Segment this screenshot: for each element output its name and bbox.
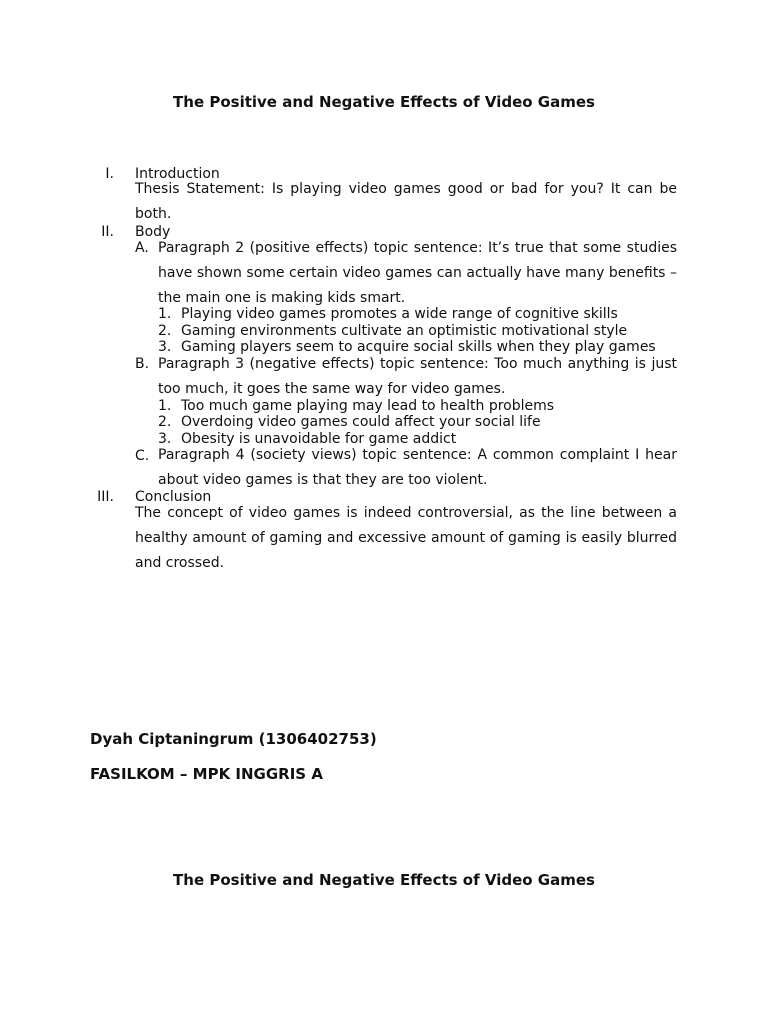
paragraph-c-topic-sentence: Paragraph 4 (society views) topic sentence: A common complaint I hear about video games is that they are too violent.	[158, 447, 677, 488]
document-title: The Positive and Negative Effects of Video Games	[173, 93, 595, 111]
point-text: Gaming environments cultivate an optimistic motivational style	[181, 323, 628, 339]
paragraph-letter-b: B.	[135, 356, 150, 372]
point-text: Too much game playing may lead to health problems	[181, 398, 555, 414]
section-numeral-body: II.	[101, 224, 114, 240]
paragraph-a-topic-sentence: Paragraph 2 (positive effects) topic sentence: It’s true that some studies have shown some certain video games can actually have many benefits – the main one is making kids smart.	[158, 240, 677, 306]
point-text: Playing video games promotes a wide range of cognitive skills	[181, 306, 618, 322]
paragraph-letter-c: C.	[135, 448, 150, 464]
course-name: FASILKOM – MPK INGGRIS A	[90, 765, 323, 783]
point-text: Obesity is unavoidable for game addict	[181, 431, 457, 447]
paragraph-b-topic-sentence: Paragraph 3 (negative effects) topic sentence: Too much anything is just too much, it goes the same way for video games.	[158, 356, 677, 397]
point-text: Gaming players seem to acquire social skills when they play games	[181, 339, 656, 355]
section-numeral-conclusion: III.	[97, 489, 114, 505]
author-name: Dyah Ciptaningrum (1306402753)	[90, 730, 377, 748]
point-number: 3.	[158, 339, 172, 355]
conclusion-text: The concept of video games is indeed controversial, as the line between a healthy amount of gaming and excessive amount of gaming is easily blurred and crossed.	[135, 505, 677, 571]
point-text: Overdoing video games could affect your social life	[181, 414, 541, 430]
section-numeral-introduction: I.	[105, 166, 114, 182]
point-number: 3.	[158, 431, 172, 447]
point-number: 2.	[158, 323, 172, 339]
section-heading-conclusion: Conclusion	[135, 489, 212, 505]
paragraph-letter-a: A.	[135, 240, 149, 256]
section-heading-body: Body	[135, 224, 171, 240]
section-heading-introduction: Introduction	[135, 166, 220, 182]
point-number: 1.	[158, 398, 172, 414]
point-number: 2.	[158, 414, 172, 430]
next-page-title: The Positive and Negative Effects of Video Games	[173, 871, 595, 889]
thesis-statement: Thesis Statement: Is playing video games good or bad for you? It can be both.	[135, 181, 677, 222]
point-number: 1.	[158, 306, 172, 322]
